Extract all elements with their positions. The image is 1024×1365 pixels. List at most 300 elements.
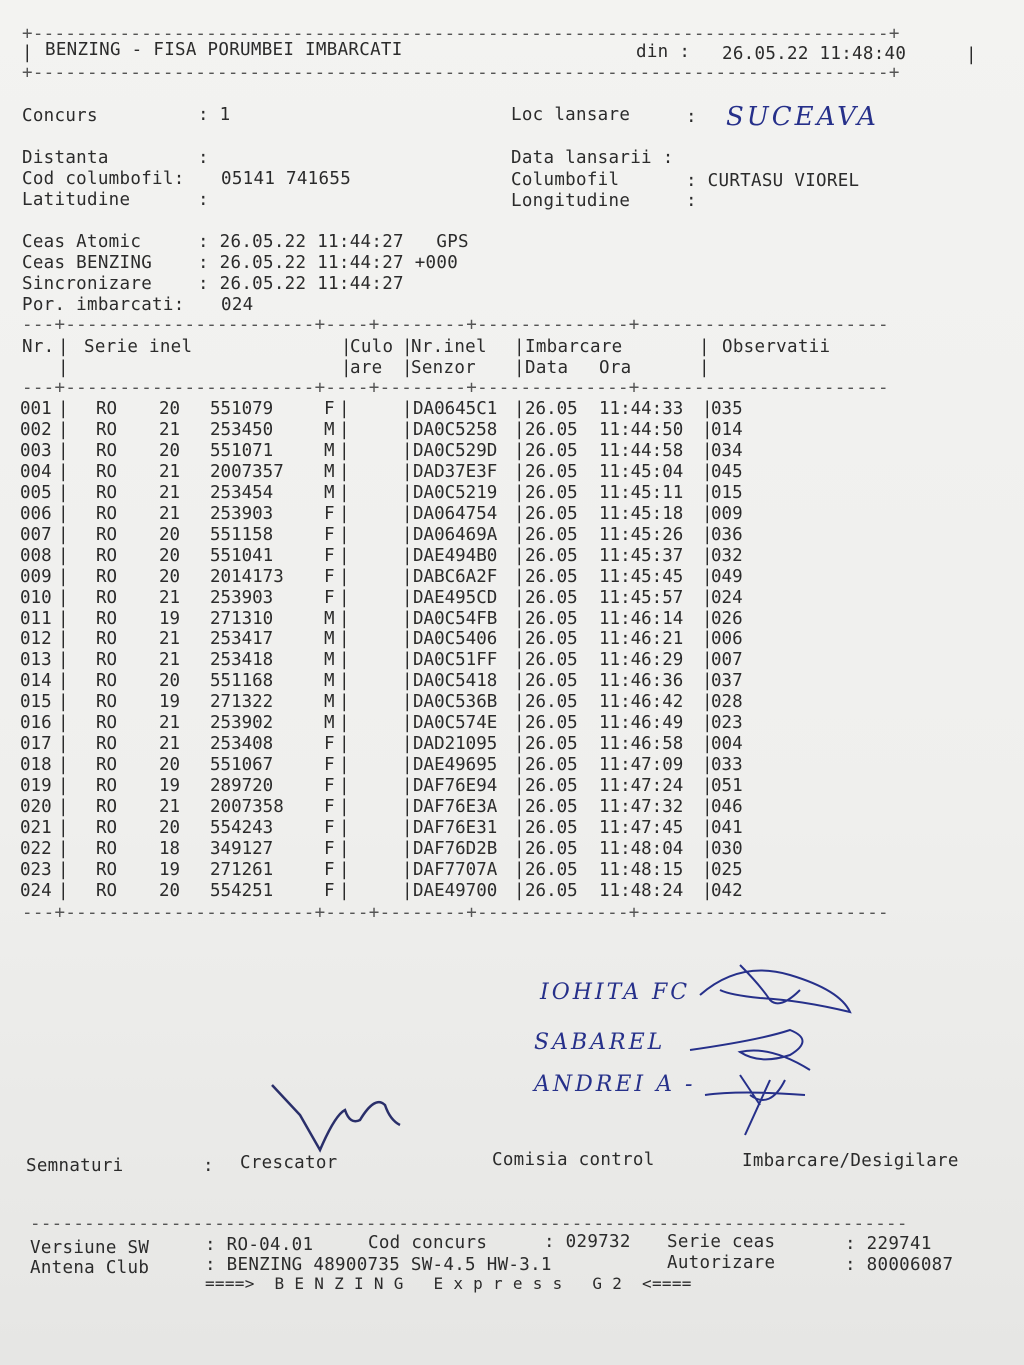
- cell-nr: 021: [20, 818, 52, 838]
- cell-bar: |: [402, 629, 413, 650]
- cell-year: 21: [159, 503, 181, 524]
- cell-obs: 006: [711, 629, 743, 650]
- table-row: [0, 860, 1024, 881]
- cell-obs: 049: [711, 566, 743, 587]
- cell-bar: |: [58, 692, 69, 713]
- cell-bar: |: [702, 608, 713, 629]
- cell-bar: |: [514, 671, 525, 692]
- cell-country: RO: [96, 461, 118, 482]
- cell-sensor: DA0C54FB: [413, 608, 498, 629]
- cell-bar: |: [702, 524, 713, 545]
- crescator-label: Crescator: [240, 1153, 338, 1173]
- cell-country: RO: [96, 713, 118, 734]
- cell-sex: M: [324, 608, 335, 629]
- cell-bar: |: [702, 482, 713, 503]
- cell-date: 26.05: [525, 482, 578, 503]
- cell-year: 21: [159, 482, 181, 503]
- cell-sex: M: [324, 713, 335, 734]
- cell-nr: 020: [20, 797, 52, 818]
- cell-ring-number: 551079: [210, 399, 274, 419]
- cell-bar: |: [339, 818, 350, 838]
- cell-sex: M: [324, 440, 335, 461]
- cell-bar: |: [402, 419, 413, 440]
- cell-date: 26.05: [525, 503, 578, 524]
- cell-obs: 023: [711, 713, 743, 734]
- cell-bar: |: [58, 818, 69, 838]
- cell-sex: F: [324, 776, 335, 797]
- cell-bar: |: [402, 692, 413, 713]
- cell-sensor: DAF76E3A: [413, 797, 498, 818]
- benzing-express-banner: ====> B E N Z I N G E x p r e s s G 2 <====: [205, 1274, 692, 1293]
- cell-ring-number: 271322: [210, 692, 274, 713]
- cell-sensor: DA0C5258: [413, 419, 498, 440]
- cell-sex: F: [324, 880, 335, 901]
- table-row: [0, 797, 1024, 818]
- cell-bar: |: [514, 776, 525, 797]
- cell-ring-number: 289720: [210, 776, 274, 797]
- cell-bar: |: [402, 797, 413, 818]
- antena-value: : BENZING 48900735 SW-4.5 HW-3.1: [205, 1255, 552, 1275]
- table-row: [0, 629, 1024, 650]
- cell-date: 26.05: [525, 587, 578, 608]
- cell-sex: F: [324, 545, 335, 566]
- cell-sensor: DA0C536B: [413, 692, 498, 713]
- table-row: [0, 462, 1024, 483]
- cell-obs: 036: [711, 524, 743, 545]
- cell-bar: |: [58, 524, 69, 545]
- cell-ring-number: 253902: [210, 713, 274, 734]
- cell-bar: |: [339, 399, 350, 419]
- cell-bar: |: [58, 880, 69, 901]
- cell-date: 26.05: [525, 692, 578, 713]
- data-lansarii-label: Data lansarii :: [511, 148, 674, 168]
- cell-nr: 006: [20, 503, 52, 524]
- cell-bar: |: [339, 419, 350, 440]
- sincronizare-value: : 26.05.22 11:44:27: [198, 274, 404, 294]
- cell-bar: |: [514, 880, 525, 901]
- cell-date: 26.05: [525, 713, 578, 734]
- cell-nr: 007: [20, 524, 52, 545]
- th-bar-5: |: [699, 337, 710, 357]
- cell-bar: |: [514, 859, 525, 880]
- table-bottom-rule: ---+-----------------------+----+--------+--------------+-----------------------: [22, 903, 889, 923]
- cell-sex: M: [324, 482, 335, 503]
- cell-date: 26.05: [525, 608, 578, 629]
- cell-ring-number: 253417: [210, 629, 274, 650]
- cell-bar: |: [514, 755, 525, 776]
- cell-sensor: DA06469A: [413, 524, 498, 545]
- cell-sex: F: [324, 399, 335, 419]
- cell-bar: |: [702, 566, 713, 587]
- handwritten-name-2: SABAREL: [534, 1030, 666, 1055]
- cell-date: 26.05: [525, 671, 578, 692]
- cell-nr: 018: [20, 755, 52, 776]
- table-row: [0, 692, 1024, 713]
- cell-sex: F: [324, 503, 335, 524]
- header-plus-line-top: +-------------------------------------------------------------------------------+: [22, 24, 900, 44]
- cell-bar: |: [702, 776, 713, 797]
- th-are: are: [350, 358, 383, 378]
- cell-bar: |: [339, 503, 350, 524]
- cell-year: 21: [159, 713, 181, 734]
- cell-nr: 017: [20, 734, 52, 755]
- cell-ring-number: 554243: [210, 818, 274, 838]
- cell-time: 11:48:24: [599, 880, 684, 901]
- loc-lansare-sep: :: [686, 107, 697, 127]
- cell-nr: 012: [20, 629, 52, 650]
- concurs-label: Concurs: [22, 106, 98, 126]
- cell-date: 26.05: [525, 566, 578, 587]
- cell-country: RO: [96, 692, 118, 713]
- cell-date: 26.05: [525, 880, 578, 901]
- cell-year: 21: [159, 629, 181, 650]
- cell-bar: |: [702, 399, 713, 419]
- cell-bar: |: [339, 587, 350, 608]
- th-senzor: Senzor: [411, 358, 477, 378]
- cell-bar: |: [514, 482, 525, 503]
- table-row: [0, 546, 1024, 567]
- cell-time: 11:47:09: [599, 755, 684, 776]
- cell-sensor: DA0C5219: [413, 482, 498, 503]
- cell-year: 20: [159, 880, 181, 901]
- por-imbarcati-value: 024: [221, 295, 254, 315]
- cell-bar: |: [402, 859, 413, 880]
- cell-bar: |: [402, 880, 413, 901]
- cell-time: 11:46:49: [599, 713, 684, 734]
- cell-bar: |: [514, 818, 525, 838]
- cell-ring-number: 253450: [210, 419, 274, 440]
- cell-country: RO: [96, 776, 118, 797]
- cell-date: 26.05: [525, 859, 578, 880]
- cell-year: 20: [159, 755, 181, 776]
- table-row: [0, 399, 1024, 420]
- ceas-benzing-value: : 26.05.22 11:44:27 +000: [198, 253, 459, 273]
- cell-nr: 014: [20, 671, 52, 692]
- th2-bar-4: |: [514, 358, 525, 378]
- cell-bar: |: [339, 629, 350, 650]
- cell-date: 26.05: [525, 461, 578, 482]
- th-culo: Culo: [350, 337, 394, 357]
- cell-time: 11:45:26: [599, 524, 684, 545]
- longitudine-value: :: [686, 191, 697, 211]
- ceas-benzing-label: Ceas BENZING: [22, 253, 153, 273]
- cell-sensor: DA0C529D: [413, 440, 498, 461]
- cell-date: 26.05: [525, 524, 578, 545]
- cell-bar: |: [402, 818, 413, 838]
- cell-bar: |: [514, 440, 525, 461]
- cell-bar: |: [702, 755, 713, 776]
- cell-country: RO: [96, 503, 118, 524]
- cell-nr: 023: [20, 859, 52, 880]
- cell-bar: |: [402, 566, 413, 587]
- cod-concurs-label: Cod concurs: [368, 1233, 488, 1253]
- table-row: [0, 420, 1024, 441]
- cell-country: RO: [96, 838, 118, 859]
- cell-time: 11:46:29: [599, 650, 684, 671]
- cell-bar: |: [702, 734, 713, 755]
- cell-bar: |: [514, 461, 525, 482]
- table-row: [0, 588, 1024, 609]
- cell-ring-number: 551067: [210, 755, 274, 776]
- cell-ring-number: 551158: [210, 524, 274, 545]
- cell-year: 21: [159, 587, 181, 608]
- cell-ring-number: 253418: [210, 650, 274, 671]
- cell-country: RO: [96, 880, 118, 901]
- cell-nr: 019: [20, 776, 52, 797]
- cell-sex: F: [324, 755, 335, 776]
- cell-bar: |: [339, 608, 350, 629]
- cell-nr: 015: [20, 692, 52, 713]
- cell-year: 20: [159, 671, 181, 692]
- cell-time: 11:46:36: [599, 671, 684, 692]
- cell-bar: |: [58, 859, 69, 880]
- cell-bar: |: [58, 755, 69, 776]
- cell-time: 11:45:37: [599, 545, 684, 566]
- cell-ring-number: 253903: [210, 503, 274, 524]
- por-imbarcati-label: Por. imbarcati:: [22, 295, 185, 315]
- cell-date: 26.05: [525, 419, 578, 440]
- cell-bar: |: [339, 461, 350, 482]
- cell-time: 11:44:58: [599, 440, 684, 461]
- cell-year: 20: [159, 524, 181, 545]
- cell-ring-number: 551071: [210, 440, 274, 461]
- cell-country: RO: [96, 566, 118, 587]
- cell-bar: |: [702, 587, 713, 608]
- cell-time: 11:46:14: [599, 608, 684, 629]
- cell-bar: |: [58, 545, 69, 566]
- cell-country: RO: [96, 797, 118, 818]
- loc-lansare-label: Loc lansare: [511, 105, 631, 125]
- cell-sex: M: [324, 419, 335, 440]
- cell-obs: 025: [711, 859, 743, 880]
- cell-ring-number: 2014173: [210, 566, 284, 587]
- cell-bar: |: [514, 587, 525, 608]
- cell-bar: |: [402, 440, 413, 461]
- th-serie: Serie inel: [84, 337, 193, 357]
- columbofil-value: : CURTASU VIOREL: [686, 171, 860, 191]
- cell-nr: 013: [20, 650, 52, 671]
- cell-bar: |: [402, 755, 413, 776]
- cell-time: 11:46:42: [599, 692, 684, 713]
- cell-bar: |: [58, 608, 69, 629]
- cell-obs: 042: [711, 880, 743, 901]
- cell-time: 11:45:11: [599, 482, 684, 503]
- cell-obs: 051: [711, 776, 743, 797]
- cell-year: 20: [159, 566, 181, 587]
- cell-sex: F: [324, 524, 335, 545]
- table-row: [0, 713, 1024, 734]
- cell-date: 26.05: [525, 838, 578, 859]
- cell-bar: |: [339, 880, 350, 901]
- cell-sensor: DAD37E3F: [413, 461, 498, 482]
- semnaturi-label: Semnaturi: [26, 1156, 124, 1176]
- cell-bar: |: [514, 713, 525, 734]
- cell-ring-number: 271310: [210, 608, 274, 629]
- cell-year: 19: [159, 859, 181, 880]
- cell-bar: |: [514, 629, 525, 650]
- th-nrinel: Nr.inel: [411, 337, 487, 357]
- cod-columbofil-label: Cod columbofil:: [22, 169, 185, 189]
- cell-obs: 035: [711, 399, 743, 419]
- cell-country: RO: [96, 818, 118, 838]
- cell-year: 21: [159, 797, 181, 818]
- cell-year: 20: [159, 818, 181, 838]
- cell-bar: |: [702, 880, 713, 901]
- cell-ring-number: 253454: [210, 482, 274, 503]
- autorizare-value: : 80006087: [845, 1255, 954, 1275]
- cell-bar: |: [402, 545, 413, 566]
- table-row: [0, 734, 1024, 755]
- cell-obs: 004: [711, 734, 743, 755]
- versiune-value: : RO-04.01: [205, 1235, 314, 1255]
- cell-bar: |: [514, 734, 525, 755]
- cell-nr: 011: [20, 608, 52, 629]
- th-obs: Observatii: [722, 337, 831, 357]
- semnaturi-sep: :: [203, 1156, 214, 1176]
- cell-bar: |: [702, 503, 713, 524]
- serie-ceas-value: : 229741: [845, 1234, 932, 1254]
- cell-sensor: DA0645C1: [413, 399, 498, 419]
- cell-time: 11:47:32: [599, 797, 684, 818]
- cell-date: 26.05: [525, 776, 578, 797]
- th-data: Data: [525, 358, 569, 378]
- cell-bar: |: [339, 482, 350, 503]
- table-row: [0, 839, 1024, 860]
- th-imbarcare: Imbarcare: [525, 337, 623, 357]
- table-row: [0, 441, 1024, 462]
- cell-ring-number: 2007357: [210, 461, 284, 482]
- cell-bar: |: [339, 692, 350, 713]
- ceas-atomic-label: Ceas Atomic: [22, 232, 142, 252]
- cell-bar: |: [339, 650, 350, 671]
- cell-bar: |: [402, 671, 413, 692]
- cell-bar: |: [339, 524, 350, 545]
- cell-time: 11:46:21: [599, 629, 684, 650]
- autorizare-label: Autorizare: [667, 1253, 776, 1273]
- cell-bar: |: [402, 482, 413, 503]
- cell-date: 26.05: [525, 629, 578, 650]
- cell-sex: F: [324, 818, 335, 838]
- cell-year: 19: [159, 692, 181, 713]
- table-row: [0, 881, 1024, 902]
- cell-bar: |: [702, 713, 713, 734]
- cod-columbofil-value: 05141 741655: [221, 169, 352, 189]
- cell-country: RO: [96, 608, 118, 629]
- sincronizare-label: Sincronizare: [22, 274, 153, 294]
- cell-bar: |: [514, 524, 525, 545]
- cell-bar: |: [702, 419, 713, 440]
- cell-bar: |: [58, 461, 69, 482]
- cell-country: RO: [96, 734, 118, 755]
- cell-nr: 004: [20, 461, 52, 482]
- cell-ring-number: 253408: [210, 734, 274, 755]
- cell-nr: 024: [20, 880, 52, 901]
- cell-bar: |: [402, 776, 413, 797]
- cell-bar: |: [58, 399, 69, 419]
- cell-sensor: DABC6A2F: [413, 566, 498, 587]
- imbarcare-desigilare-label: Imbarcare/Desigilare: [742, 1151, 959, 1171]
- cell-bar: |: [58, 503, 69, 524]
- cell-bar: |: [339, 545, 350, 566]
- cell-country: RO: [96, 650, 118, 671]
- th2-bar-2: |: [341, 358, 352, 378]
- latitudine-value: :: [198, 190, 209, 210]
- cell-sensor: DA0C5406: [413, 629, 498, 650]
- th2-bar-3: |: [402, 358, 413, 378]
- cell-bar: |: [402, 524, 413, 545]
- cell-sex: F: [324, 566, 335, 587]
- cell-sex: F: [324, 859, 335, 880]
- cell-bar: |: [702, 440, 713, 461]
- cell-bar: |: [702, 818, 713, 838]
- th-bar-3: |: [402, 337, 413, 357]
- header-datetime: 26.05.22 11:48:40: [722, 44, 907, 64]
- cell-sensor: DA0C574E: [413, 713, 498, 734]
- cell-bar: |: [402, 608, 413, 629]
- cell-bar: |: [702, 838, 713, 859]
- cell-bar: |: [702, 671, 713, 692]
- cell-sensor: DA0C51FF: [413, 650, 498, 671]
- cell-nr: 003: [20, 440, 52, 461]
- cell-bar: |: [58, 671, 69, 692]
- cell-bar: |: [58, 713, 69, 734]
- cell-year: 21: [159, 650, 181, 671]
- cod-concurs-value: : 029732: [544, 1232, 631, 1252]
- cell-bar: |: [58, 566, 69, 587]
- table-row: [0, 776, 1024, 797]
- comisia-control-label: Comisia control: [492, 1150, 655, 1170]
- th-ora: Ora: [599, 358, 632, 378]
- cell-sensor: DAE495CD: [413, 587, 498, 608]
- cell-nr: 009: [20, 566, 52, 587]
- cell-ring-number: 551168: [210, 671, 274, 692]
- cell-country: RO: [96, 440, 118, 461]
- footer-rule: ---------------------------------------------------------------------------------: [30, 1214, 908, 1234]
- table-row: [0, 483, 1024, 504]
- cell-bar: |: [702, 859, 713, 880]
- cell-time: 11:48:04: [599, 838, 684, 859]
- cell-time: 11:45:45: [599, 566, 684, 587]
- cell-nr: 001: [20, 399, 52, 419]
- cell-nr: 005: [20, 482, 52, 503]
- cell-country: RO: [96, 524, 118, 545]
- cell-obs: 041: [711, 818, 743, 838]
- cell-sensor: DA064754: [413, 503, 498, 524]
- antena-label: Antena Club: [30, 1258, 150, 1278]
- cell-country: RO: [96, 482, 118, 503]
- cell-bar: |: [402, 838, 413, 859]
- cell-obs: 014: [711, 419, 743, 440]
- cell-bar: |: [702, 650, 713, 671]
- cell-obs: 015: [711, 482, 743, 503]
- cell-date: 26.05: [525, 818, 578, 838]
- cell-sensor: DAF7707A: [413, 859, 498, 880]
- versiune-label: Versiune SW: [30, 1238, 150, 1258]
- cell-time: 11:44:50: [599, 419, 684, 440]
- cell-obs: 033: [711, 755, 743, 776]
- cell-sex: F: [324, 734, 335, 755]
- cell-country: RO: [96, 629, 118, 650]
- distanta-label: Distanta: [22, 148, 109, 168]
- cell-year: 20: [159, 399, 181, 419]
- cell-bar: |: [514, 838, 525, 859]
- table-row: [0, 525, 1024, 546]
- cell-sex: M: [324, 671, 335, 692]
- cell-sensor: DAE49700: [413, 880, 498, 901]
- cell-date: 26.05: [525, 440, 578, 461]
- cell-country: RO: [96, 755, 118, 776]
- cell-bar: |: [58, 650, 69, 671]
